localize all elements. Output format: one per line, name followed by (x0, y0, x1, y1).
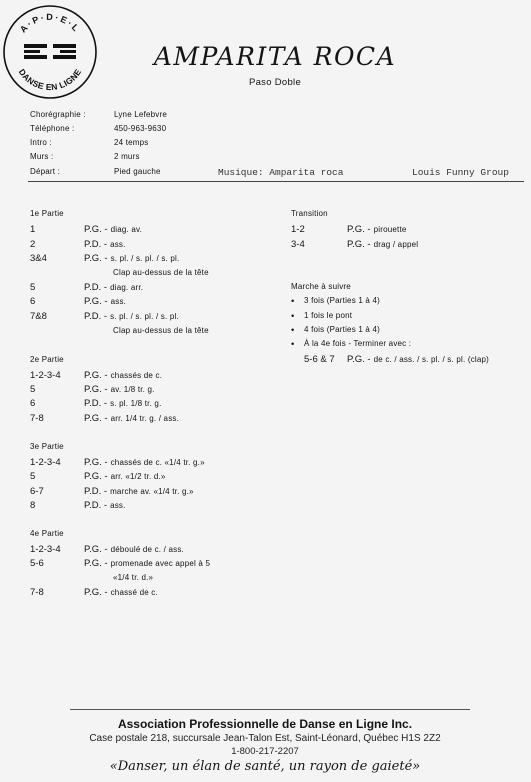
step-description (84, 296, 126, 307)
step-count: 1 (30, 224, 36, 235)
step-description (84, 544, 184, 555)
header-label: Téléphone : (30, 124, 75, 133)
dance-subtitle: Paso Doble (248, 77, 302, 88)
step-text: s. pl. 1/8 tr. g. (110, 399, 162, 408)
step-foot: P.G. - (84, 253, 108, 264)
step-foot: P.G. - (347, 239, 371, 250)
header-label: Murs : (30, 152, 54, 161)
svg-text:A·P·D·E·L (18, 12, 82, 35)
step-text: pirouette (373, 225, 407, 234)
transition-title: Transition (291, 209, 328, 218)
header-row (30, 138, 530, 151)
footer-divider (70, 709, 470, 710)
step-description (113, 267, 209, 278)
step-foot: P.G. - (84, 296, 108, 307)
step-text: déboulé de c. / ass. (110, 545, 184, 554)
step-text: s. pl. / s. pl. / s. pl. (110, 254, 180, 263)
marche-item-text: 1 fois le pont (304, 311, 353, 320)
step-description (84, 282, 143, 293)
marche-item-text: À la 4e fois - Terminer avec : (304, 339, 412, 348)
step-description (84, 239, 126, 250)
header-value: 24 temps (114, 138, 149, 147)
marche-item-text: 4 fois (Parties 1 à 4) (304, 325, 380, 334)
part-title: 2e Partie (30, 355, 64, 364)
step-text: marche av. «1/4 tr. g.» (110, 487, 194, 496)
bullet-icon: • (291, 325, 295, 336)
step-description (84, 413, 179, 424)
step-foot: P.G. - (347, 224, 371, 235)
step-foot: P.G. - (84, 544, 108, 555)
step-description (84, 558, 210, 569)
bullet-icon: • (291, 296, 295, 307)
step-text: ass. (110, 297, 127, 306)
step-foot: P.G. - (84, 370, 108, 381)
step-description (84, 370, 162, 381)
step-foot: P.G. - (84, 558, 108, 569)
step-description (84, 253, 179, 264)
step-count: 5 (30, 384, 36, 395)
step-text: de c. / ass. / s. pl. / s. pl. (clap) (373, 355, 490, 364)
step-text: arr. 1/4 tr. g. / ass. (110, 414, 180, 423)
header-divider (28, 181, 524, 182)
association-motto: «Danser, un élan de santé, un rayon de gaieté» (109, 759, 421, 774)
step-foot: P.G. - (84, 413, 108, 424)
step-description (84, 384, 155, 395)
svg-text:DANSE EN LIGNE (17, 67, 84, 92)
apdel-logo (2, 4, 98, 100)
step-foot: P.D. - (84, 282, 108, 293)
step-text: diag. av. (110, 225, 143, 234)
step-foot: P.D. - (84, 398, 108, 409)
step-count: 3-4 (291, 239, 305, 250)
header-value: 450-963-9630 (114, 124, 167, 133)
step-foot: P.G. - (347, 354, 371, 365)
header-value: 2 murs (114, 152, 140, 161)
step-description (84, 486, 194, 497)
step-count: 1-2-3-4 (30, 457, 61, 468)
bullet-icon: • (291, 311, 295, 322)
step-foot: P.G. - (84, 471, 108, 482)
apdel-logo-graphic (2, 4, 98, 100)
step-text: arr. «1/2 tr. d.» (110, 472, 166, 481)
step-description (113, 572, 153, 583)
step-foot: P.D. - (84, 239, 108, 250)
step-description (84, 587, 158, 598)
step-count: 5 (30, 282, 36, 293)
step-count: 1-2-3-4 (30, 370, 61, 381)
step-foot: P.D. - (84, 486, 108, 497)
step-foot: P.G. - (84, 224, 108, 235)
step-description (347, 224, 407, 235)
step-count: 5 (30, 471, 36, 482)
header-value: Lyne Lefebvre (114, 110, 168, 119)
step-text: av. 1/8 tr. g. (110, 385, 155, 394)
step-text: drag / appel (373, 240, 419, 249)
association-name: Association Professionnelle de Danse en Ligne Inc. (117, 717, 413, 731)
step-text: chassé de c. (110, 588, 158, 597)
step-count: 1-2-3-4 (30, 544, 61, 555)
step-foot: P.D. - (84, 311, 108, 322)
header-label: Intro : (30, 138, 52, 147)
music-group: Louis Funny Group (412, 167, 509, 178)
step-text: ass. (110, 501, 126, 510)
step-count: 6 (30, 398, 36, 409)
step-count: 8 (30, 500, 36, 511)
step-count: 5-6 & 7 (304, 354, 335, 365)
step-text: Clap au-dessus de la tête (113, 326, 209, 335)
step-description (84, 471, 166, 482)
step-count: 6 (30, 296, 36, 307)
header-row (30, 124, 530, 137)
step-foot: P.G. - (84, 587, 108, 598)
step-text: s. pl. / s. pl. / s. pl. (110, 312, 179, 321)
step-description (347, 354, 489, 365)
bullet-icon: • (291, 339, 295, 350)
step-count: 1-2 (291, 224, 305, 235)
header-row (30, 152, 530, 165)
step-text: chassés de c. (110, 371, 163, 380)
step-text: «1/4 tr. d.» (113, 573, 154, 582)
step-text: ass. (110, 240, 126, 249)
dance-title: AMPARITA ROCA (153, 42, 397, 71)
step-count: 7&8 (30, 311, 47, 322)
step-count: 6-7 (30, 486, 44, 497)
header-row (30, 110, 530, 123)
step-count: 7-8 (30, 413, 44, 424)
step-count: 7-8 (30, 587, 44, 598)
header-label: Chorégraphie : (30, 110, 86, 119)
marche-title: Marche à suivre (291, 282, 351, 291)
step-description (347, 239, 418, 250)
step-count: 5-6 (30, 558, 44, 569)
part-title: 3e Partie (30, 442, 64, 451)
step-description (84, 398, 162, 409)
association-phone: 1-800-217-2207 (231, 746, 299, 757)
step-description (84, 224, 142, 235)
step-text: diag. arr. (110, 283, 144, 292)
step-description (84, 500, 126, 511)
logo-bottom-text: DANSE EN LIGNE (16, 66, 84, 93)
marche-item-text: 3 fois (Parties 1 à 4) (304, 296, 380, 305)
step-foot: P.D. - (84, 500, 108, 511)
step-text: Clap au-dessus de la tête (113, 268, 209, 277)
step-count: 3&4 (30, 253, 47, 264)
header-row (30, 167, 530, 180)
part-title: 1e Partie (30, 209, 64, 218)
logo-top-text: A·P·D·E·L (17, 11, 83, 35)
step-description (113, 325, 209, 336)
part-title: 4e Partie (30, 529, 64, 538)
header-value: Pied gauche (114, 167, 161, 176)
association-address: Case postale 218, succursale Jean-Talon Est, Saint-Léonard, Québec H1S 2Z2 (89, 733, 441, 744)
step-foot: P.G. - (84, 384, 108, 395)
header-label: Départ : (30, 167, 61, 176)
step-text: chassés de c. «1/4 tr. g.» (110, 458, 205, 467)
step-foot: P.G. - (84, 457, 108, 468)
step-description (84, 311, 179, 322)
music-info: Musique: Amparita roca (218, 167, 344, 178)
step-text: promenade avec appel à 5 (110, 559, 211, 568)
step-count: 2 (30, 239, 36, 250)
step-description (84, 457, 205, 468)
